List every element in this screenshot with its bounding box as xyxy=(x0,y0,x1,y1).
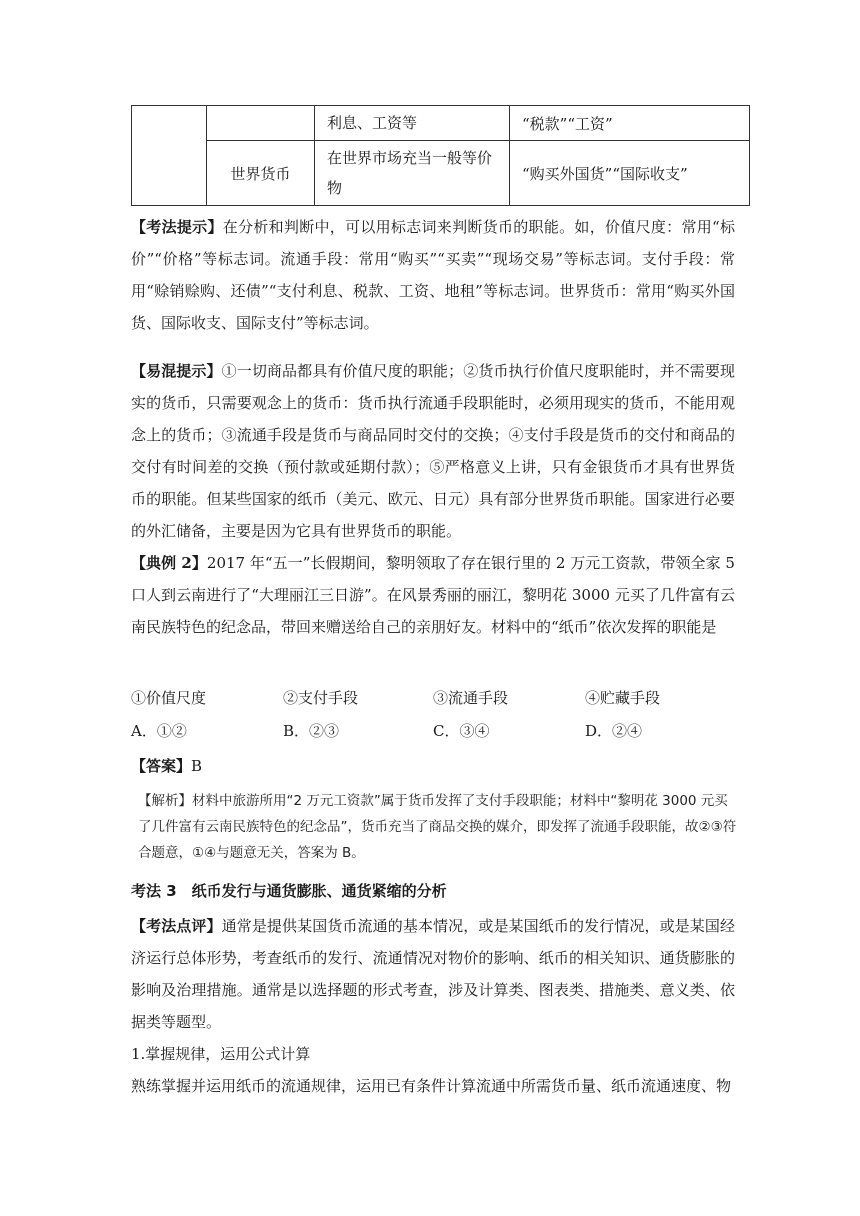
money-function-table xyxy=(131,105,750,206)
yihun-tishi-paragraph xyxy=(131,355,735,547)
kaofa-tishi-label: 【考法提示】 xyxy=(131,218,223,236)
item-4: ④贮藏手段 xyxy=(585,689,661,707)
item-3: ③流通手段 xyxy=(433,689,509,707)
choice-d: D．②④ xyxy=(585,722,643,740)
answer-label: 【答案】 xyxy=(131,757,192,775)
answer-line xyxy=(131,754,202,778)
table-cell: 在世界市场充当一般等价物 xyxy=(315,141,510,206)
point1-text: 熟练掌握并运用纸币的流通规律，运用已有条件计算流通中所需货币量、纸币流通速度、物 xyxy=(131,1077,732,1095)
kaofa-tishi-text: 在分析和判断中，可以用标志词来判断货币的职能。如，价值尺度：常用“标价”“价格”等标志词。流通手段：常用“购买”“买卖”“现场交易”等标志词。支付手段：常用“赊销赊购、还债”“支付利息、税款、工资、地租”等标志词。世界货币：常用“购买外国货、国际收支、国际支付”等标志词。 xyxy=(131,218,735,332)
dianping-paragraph xyxy=(131,910,735,1038)
table-cell: “税款”“工资” xyxy=(510,106,750,141)
choice-b: B．②③ xyxy=(283,722,340,740)
table-cell xyxy=(132,106,207,206)
dianping-text: 通常是提供某国货币流通的基本情况，或是某国纸币的发行情况，或是某国经济运行总体形势，考查纸币的发行、流通情况对物价的影响、纸币的相关知识、通货膨胀的影响及治理措施。通常是以选择题的形式考查，涉及计算类、图表类、措施类、意义类、依据类等题型。 xyxy=(131,917,735,1031)
example-text: 2017 年“五一”长假期间，黎明领取了存在银行里的 2 万元工资款，带领全家 5 口人到云南进行了“大理丽江三日游”。在风景秀丽的丽江，黎明花 3000 元买了几件富有云南民族特色的纪念品，带回来赠送给自己的亲朋好友。材料中的“纸币”依次发挥的职能是 xyxy=(131,554,735,636)
item-1: ①价值尺度 xyxy=(131,689,207,707)
table-row xyxy=(132,106,750,141)
table-row xyxy=(132,141,750,206)
yihun-tishi-text: ①一切商品都具有价值尺度的职能；②货币执行价值尺度职能时，并不需要现实的货币，只需要观念上的货币：货币执行流通手段职能时，必须用现实的货币，不能用观念上的货币；③流通手段是货币与商品同时交付的交换；④支付手段是货币的交付和商品的交付有时间差的交换（预付款或延期付款）；⑤严格意义上讲，只有金银货币才具有世界货币的职能。但某些国家的纸币（美元、欧元、日元）具有部分世界货币职能。国家进行必要的外汇储备，主要是因为它具有世界货币的职能。 xyxy=(131,362,735,540)
choice-a: A．①② xyxy=(131,722,187,740)
dianping-label: 【考法点评】 xyxy=(131,917,222,935)
table-cell: 利息、工资等 xyxy=(315,106,510,141)
example-label: 【典例 2】 xyxy=(131,554,207,572)
table-cell: “购买外国货”“国际收支” xyxy=(510,141,750,206)
choice-c: C．③④ xyxy=(433,722,490,740)
kaofa-tishi-paragraph xyxy=(131,211,735,339)
point1-title: 1.掌握规律，运用公式计算 xyxy=(131,1045,311,1063)
example-paragraph xyxy=(131,547,735,643)
analysis-paragraph: 【解析】材料中旅游所用“2 万元工资款”属于货币发挥了支付手段职能；材料中“黎明花 3000 元买了几件富有云南民族特色的纪念品”，货币充当了商品交换的媒介，即发挥了流通手段职能，故②③符合题意，①④与题意无关，答案为 B。 xyxy=(138,793,737,861)
answer-value: B xyxy=(191,757,203,775)
item-2: ②支付手段 xyxy=(283,689,359,707)
section-heading: 考法 3 纸币发行与通货膨胀、通货紧缩的分析 xyxy=(131,882,447,900)
table-cell xyxy=(207,106,315,141)
yihun-tishi-label: 【易混提示】 xyxy=(131,362,222,380)
table-cell: 世界货币 xyxy=(207,141,315,206)
